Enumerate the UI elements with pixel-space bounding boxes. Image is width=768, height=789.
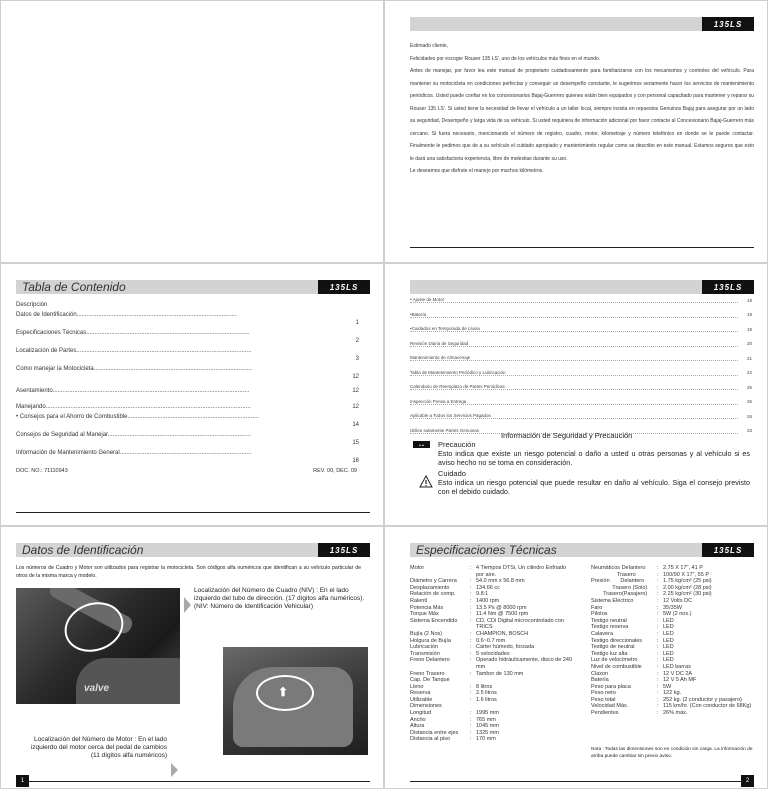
- specs-right-table: [591, 565, 757, 717]
- toc-item[interactable]: Mantenimiento de Almacenaje 21: [410, 355, 752, 361]
- toc-item[interactable]: Asentamiento...................................................................................................................... 12: [16, 388, 359, 394]
- footer-rule: [29, 781, 370, 782]
- spec-row: Presión Delantero : 1.75 kg/cm² (25 psi): [591, 578, 712, 585]
- spec-row: Potencia Máx : 13.5 Ps @ 8000 rpm: [410, 604, 527, 611]
- spec-row: Freno Trasero : Tambor de 130 mm: [410, 670, 524, 677]
- spec-row: Pendientes : 26% máx.: [591, 710, 688, 717]
- spec-row: Torque Máx : 11.4 Nm @ 7500 rpm: [410, 611, 529, 618]
- spec-row: Faro : 35/35W: [591, 604, 682, 611]
- caution-text: Esto indica un riesgo potencial que puede resultar en daño al vehículo. Siga el consejo previsto con el debido cuidado.: [438, 478, 750, 496]
- spec-row: Neumáticos Delantero : 2.75 X 17", 41 P: [591, 565, 703, 571]
- toc-list-2: [410, 293, 752, 438]
- spec-row: Claxon : 12 V DC 2A: [591, 670, 693, 677]
- spec-row: Testigo direccionales : LED: [591, 637, 674, 644]
- spec-row: Batería : 12 V 5 Ah MF: [591, 677, 697, 684]
- specs-left-table: [410, 565, 575, 743]
- spec-row: Trasero (Solo) : 2.00 kg/cm² (28 psi): [591, 584, 712, 591]
- toc-continued-page: [384, 263, 768, 526]
- up-arrow-icon: ⬆: [278, 685, 289, 699]
- photo-brand-text: valve: [84, 683, 110, 694]
- spec-row: Dimensiones: [410, 703, 442, 710]
- spec-row: Ralentí : 1400 rpm: [410, 597, 500, 604]
- header-bar: [410, 17, 702, 31]
- toc-item[interactable]: Como manejar la Motocicleta............................................................................................... 12: [16, 366, 359, 380]
- spec-row: Calavera : LED: [591, 630, 674, 637]
- specs-note: Nota : Todas las dimensiones son en condición sin carga. La información de arriba puede cambiar sin previo aviso.: [591, 747, 753, 759]
- toc-item[interactable]: Especificaciones Técnicas.................................................................................................. 2: [16, 330, 359, 344]
- frame-number-photo: [16, 588, 180, 704]
- spec-row: Reserva : 2.5 litros: [410, 690, 497, 697]
- toc-item[interactable]: Datos de Identificación................................................................................................ 1: [16, 312, 359, 326]
- spec-row: Nivel de combustible : LED barras: [591, 663, 691, 670]
- toc-item[interactable]: Descripción: [16, 302, 48, 308]
- spec-row: Testigo reserva : LED: [591, 624, 674, 631]
- toc-item[interactable]: Manejando........................................................................................................................... 12: [16, 404, 359, 410]
- specs-page: [384, 526, 768, 789]
- footer-rule: [410, 247, 754, 248]
- precaution-text: Esto indica que existe un riesgo potencial o daño a usted u otras personas y al vehículo si es aviso hecho no se toma en consideración.: [438, 449, 750, 467]
- spec-row: Utilizable : 1.6 litros: [410, 696, 497, 703]
- spec-row: Testigo neutral : LED: [591, 617, 674, 624]
- spec-row: Motor : 4 Tiempos DTSi, Un cilindro Enfriado por aire.: [410, 565, 567, 578]
- ident-title: Datos de Identificación: [16, 543, 318, 557]
- specs-title: Especificaciones Técnicas: [410, 543, 702, 557]
- toc-item[interactable]: Revisión Diaria de Seguridad 20: [410, 340, 752, 347]
- spec-row: Pilotos : 5W (2 nos.): [591, 611, 692, 618]
- toc-page: [0, 263, 384, 526]
- spec-row: Transmisión : 5 velocidades: [410, 650, 510, 657]
- intro-paragraph: Felicidades por escoger Rouser 135 LS', uno de los vehículos más finos en el mundo.: [410, 55, 601, 62]
- doc-number: DOC. NO.: 71110943: [16, 468, 68, 474]
- page-header: [16, 280, 370, 294]
- spec-row: Trasero : 100/90 X 17", 55 P: [591, 571, 709, 578]
- greeting: Estimado cliente,: [410, 43, 449, 49]
- spec-row: Luz de velocímetro : LED: [591, 657, 674, 664]
- toc-item[interactable]: Inspección Previa a Entrega 26: [410, 398, 752, 405]
- ident-intro: Los números de Cuadro y Motor son utilizados para registrar la motocicleta. Son códigos alfa numéricos que identifican a su vehículo particular de otros de la misma marca y modelo.: [16, 565, 361, 579]
- brand-logo: 135LS: [702, 17, 754, 31]
- warning-triangle-icon: [419, 475, 433, 493]
- page-header: [410, 17, 754, 31]
- page-header: [410, 543, 754, 557]
- spec-row: Distancia al piso : 170 mm: [410, 736, 496, 743]
- spec-row: Distancia entre ejes : 1325 mm: [410, 729, 499, 736]
- intro-text: [410, 40, 754, 178]
- toc-item[interactable]: Consejos de Seguridad al Manejar...................................................................................... 15: [16, 432, 359, 446]
- toc-item[interactable]: Tabla de Mantenimiento Periódico y Lubricación 22: [410, 369, 752, 376]
- fuel-tank: [76, 658, 180, 704]
- toc-item[interactable]: Información de Mantenimiento General............................................................................... 16: [16, 450, 359, 464]
- brand-logo: 135LS: [318, 280, 370, 294]
- frame-caption: Localización del Número de Cuadro (NIV) : En el lado izquierdo del tubo de dirección. (17 dígitos alfa numéricos). (NIV: Número de Identificación Vehicular): [194, 587, 365, 610]
- spec-row: Sistema Eléctrico : 12 Volts DC: [591, 597, 693, 604]
- caution-label: Cuidado: [438, 469, 466, 478]
- right-arrow-icon: [184, 597, 191, 613]
- footer-rule: [410, 781, 741, 782]
- spec-row: Ancho : 765 mm: [410, 716, 496, 723]
- spec-row: Relación de comp. : 9.8:1: [410, 591, 489, 598]
- toc-item[interactable]: • Ajuste de Motor 18: [410, 297, 752, 303]
- spec-row: Testigo luz alta : LED: [591, 650, 674, 657]
- toc-item[interactable]: •Cuidados en Temporada de Lluvia 19: [410, 326, 752, 332]
- engine-number-photo: [223, 647, 368, 755]
- precaution-label: Precaución: [438, 440, 476, 449]
- toc-item[interactable]: •Batería 18: [410, 311, 752, 318]
- engine-caption: Localización del Número de Motor : En el lado izquierdo del motor cerca del pedal de cambios (11 dígitos alfa numéricos): [30, 736, 167, 759]
- intro-paragraph: Le deseamos que disfrute el manejo por muchos kilómetros.: [410, 168, 544, 174]
- left-arrow-icon: [171, 763, 178, 777]
- intro-page: [384, 0, 768, 263]
- spec-row: Freno Delantero : Operado hidráulicamente, disco de 240 mm: [410, 657, 573, 670]
- brand-logo: 135LS: [318, 543, 370, 557]
- page-number: 1: [16, 775, 29, 787]
- spec-row: Sistema Encendido : CD, CDi Digital microcontrolado con TRICS: [410, 617, 565, 631]
- spec-row: Lubricación : Cárter húmedo, forzada: [410, 644, 535, 651]
- spec-row: Desplazamiento : 134.66 cc: [410, 584, 500, 591]
- brand-logo: 135LS: [702, 543, 754, 557]
- toc-item[interactable]: Calendario de Reemplazo de Partes Periódicas 25: [410, 384, 752, 390]
- spec-row: Cap. De Tanque: [410, 677, 450, 684]
- spec-row: Bujía (2 Nos) : CHAMPION, BOSCH: [410, 630, 529, 637]
- page-number: 2: [741, 775, 754, 787]
- spec-row: Peso para placa : 5W: [591, 683, 672, 690]
- toc-list: [16, 301, 359, 465]
- brand-logo: 135LS: [702, 280, 754, 294]
- toc-item[interactable]: Utilice solamente Partes Genuinas 33: [410, 427, 752, 434]
- spec-row: Peso neto : 122 kg.: [591, 690, 682, 697]
- intro-paragraph: Antes de manejar, por favor lea este manual de propietario cuidadosamente para familiarizarse con los mecanismos y controles del vehículo. Para mantener su motocicleta en condiciones perfectas y conseguir un desempeño constante, le sugerimos seriamente hacer los servicios de mantenimiento periódicos. Usted puede confiar en los concesionarios Bajaj-Guerrero quienes están bien equipados y con personal capacitado para mantener y reparar su Rouser 135 LS'. Si usted tiene la necesidad de llevar el vehículo a un taller local, siempre insista en repuestos Genuinos Bajaj para asegurar por un lado su seguridad, Desempeño y larga vida de su vehículo. Si usted requiriera de información adicional por favor contacte al Concesionario Bajaj-Guerrero más cercano. Si fuera necesario, mencionando el número de registro, cuadro, motor, kilometraje y número telefónico en donde se le puede contactar. Finalmente le pedimos que de a su vehículo el cuidado apropiado y mantenimiento regular como se describe en este manual. Estamos seguros que esto le dará una satisfactoria experiencia, libre de molestias durante su uso.: [410, 68, 754, 162]
- footer-rule: [16, 512, 370, 513]
- header-bar: [410, 280, 702, 294]
- spec-row: Peso total : 252 kg. (2 conductor y pasajero): [591, 696, 742, 703]
- spec-row: Lleno : 8 litros: [410, 683, 493, 690]
- spec-row: Longitud : 1995 mm: [410, 710, 499, 717]
- page-header: [410, 280, 754, 294]
- toc-item[interactable]: • Consejos para el Ahorro de Combustible............................................................................... 14: [16, 414, 359, 428]
- safety-title: Información de Seguridad y Precaución: [501, 431, 633, 440]
- spec-row: Testigo de neutral : LED: [591, 644, 674, 651]
- page-header: [16, 543, 370, 557]
- precaution-icon: ▲▲: [413, 441, 430, 448]
- toc-title: Tabla de Contenido: [16, 280, 318, 294]
- blank-page: [0, 0, 384, 263]
- spec-row: Diámetro y Carrera : 54.0 mm x 56.8 mm: [410, 578, 525, 585]
- spec-row: Trasero(Pasajero) : 2.25 kg/cm² (30 psi): [591, 591, 712, 598]
- toc-item[interactable]: Aplicable a Todos los Servicios Pagados 26: [410, 413, 752, 419]
- identification-page: [0, 526, 384, 789]
- toc-item[interactable]: Localización de Partes......................................................................................................... 3: [16, 348, 359, 362]
- spec-row: Holgura de Bujía : 0.6~0.7 mm: [410, 637, 506, 644]
- spec-row: Altura : 1045 mm: [410, 723, 499, 730]
- spec-row: Velocidad Máx. : 115 km/hr. (Con conductor de 68Kg): [591, 703, 752, 710]
- revision: REV. 00, DEC. 09: [313, 468, 357, 474]
